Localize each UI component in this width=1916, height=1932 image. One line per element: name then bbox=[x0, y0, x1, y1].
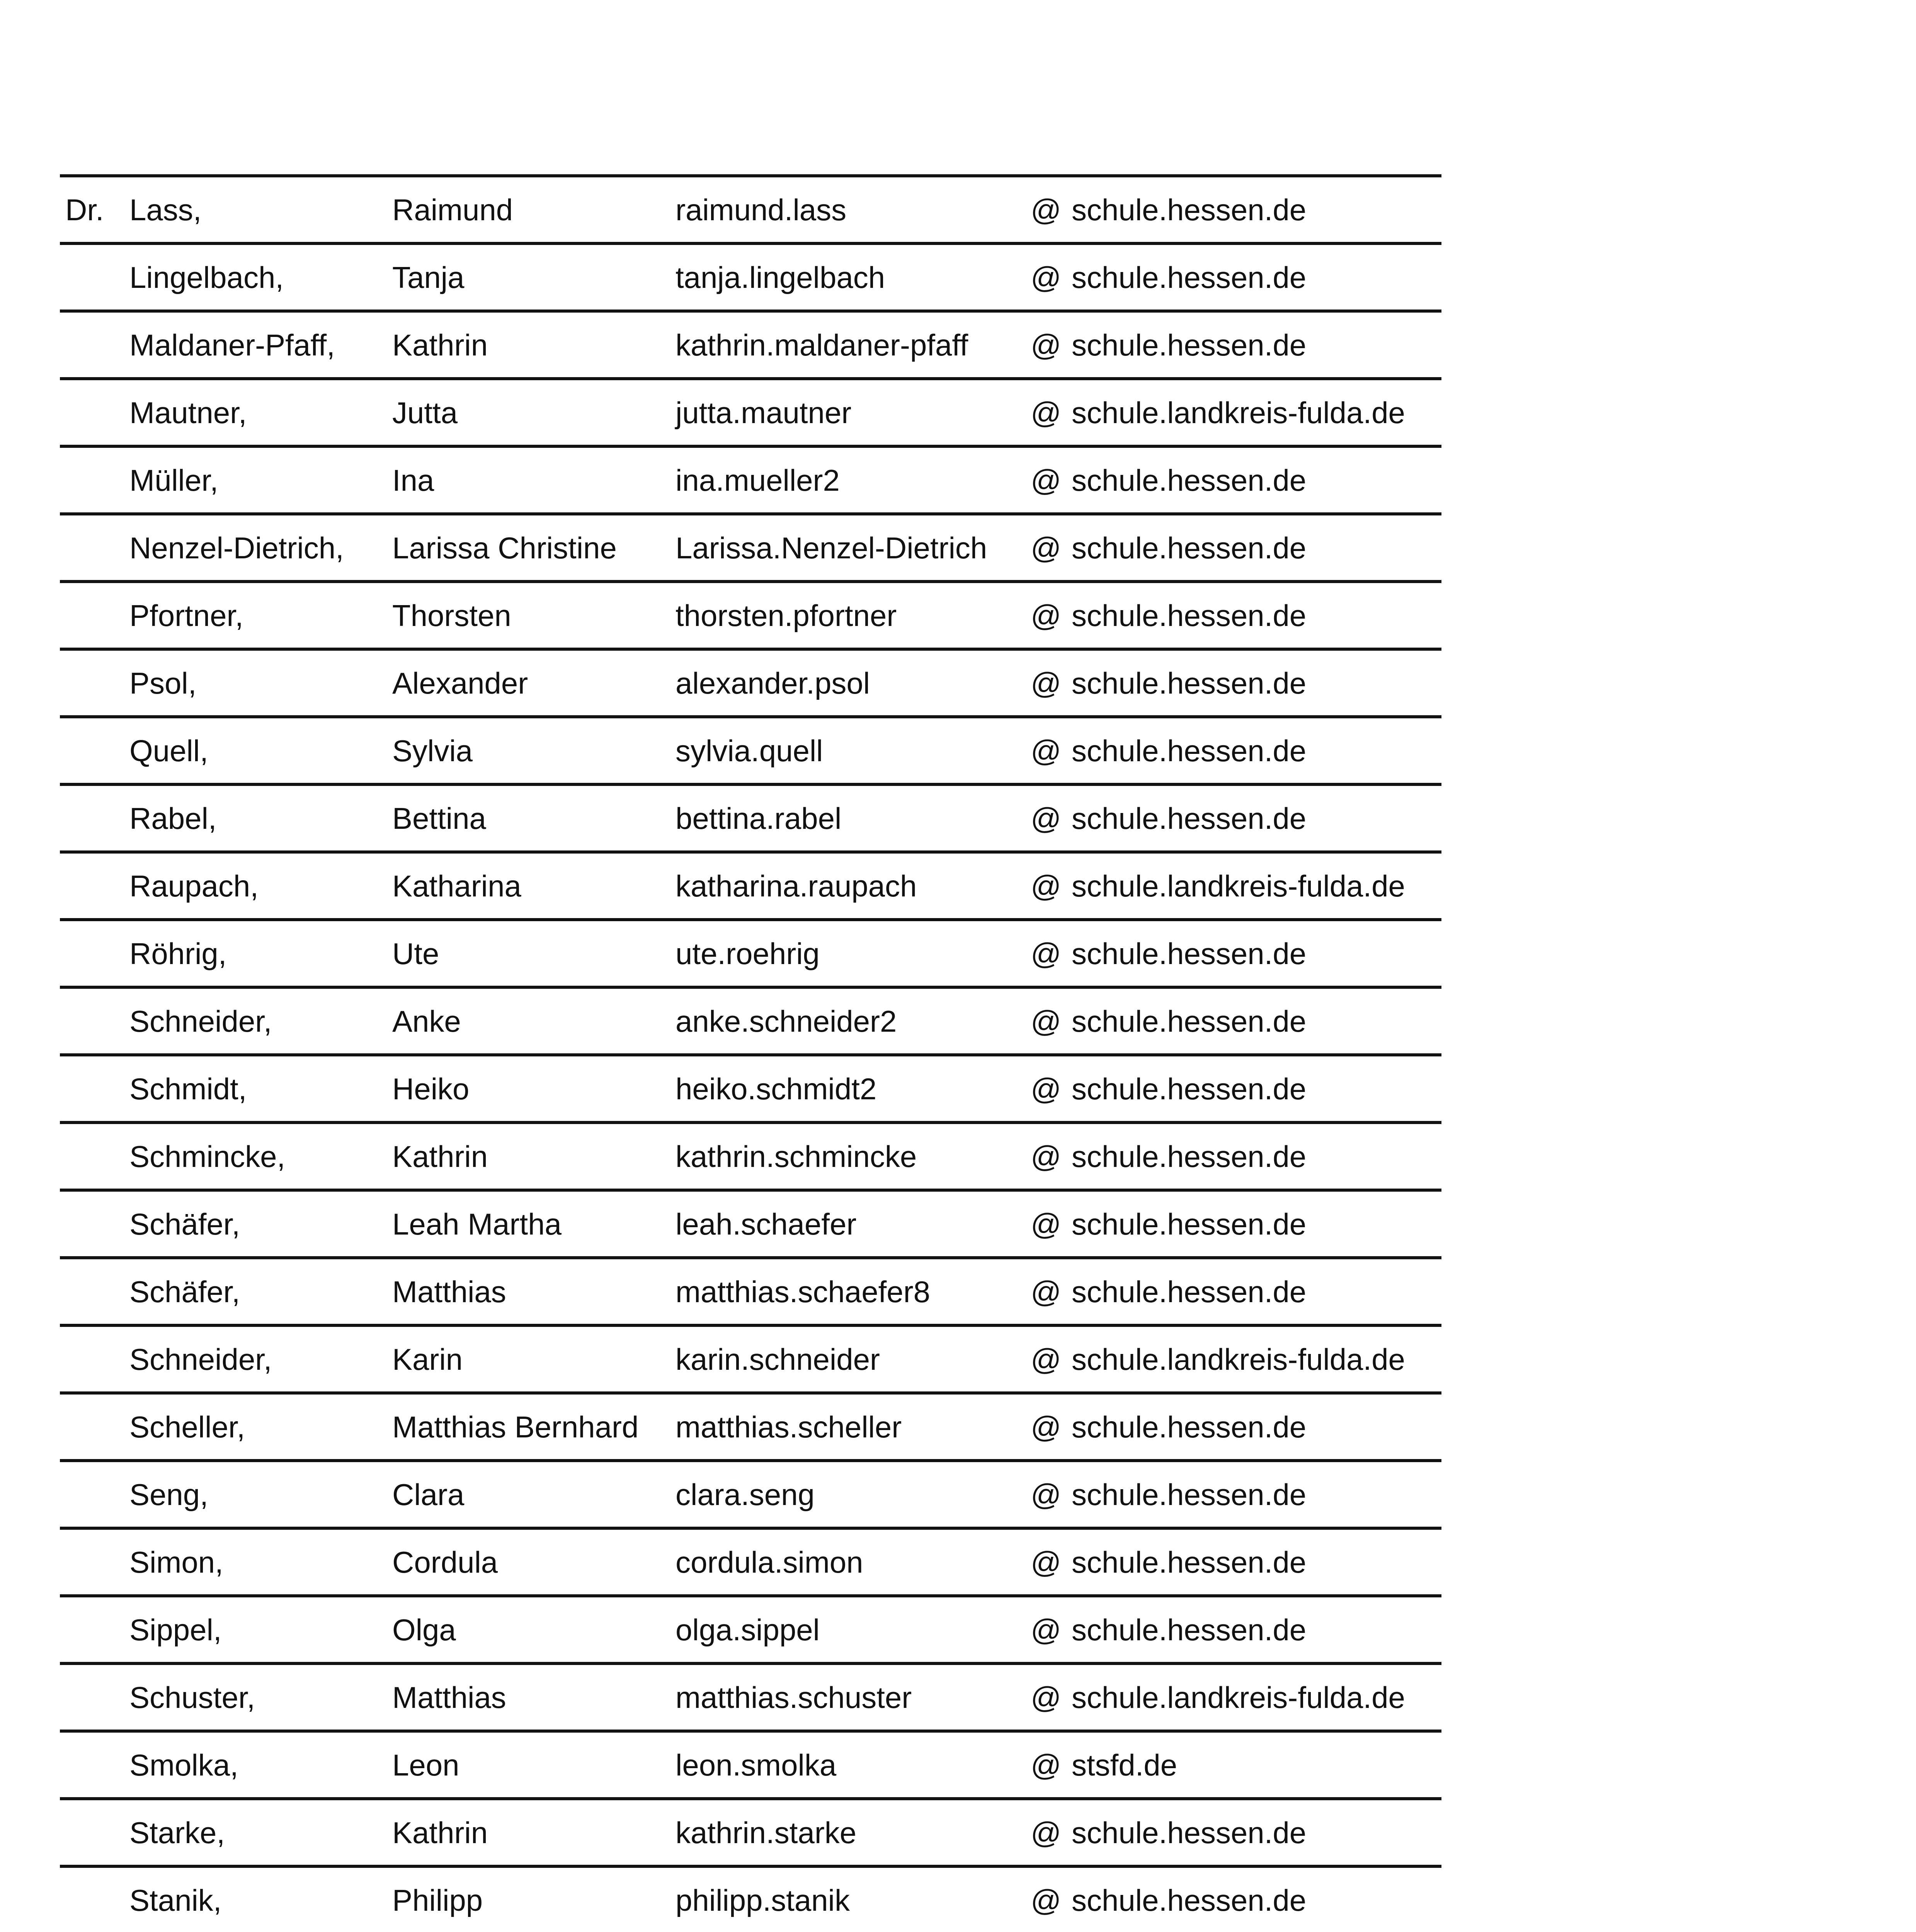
first-name-cell: Matthias bbox=[392, 1663, 676, 1731]
title-cell bbox=[60, 311, 129, 379]
last-name-cell: Maldaner-Pfaff, bbox=[129, 311, 392, 379]
table-row bbox=[60, 379, 1441, 446]
email-user-cell: kathrin.maldaner-pfaff bbox=[676, 311, 1025, 379]
table-row bbox=[60, 1055, 1441, 1122]
at-sign-cell: @ bbox=[1025, 920, 1072, 987]
at-sign-cell: @ bbox=[1025, 514, 1072, 582]
first-name-cell: Clara bbox=[392, 1461, 676, 1528]
title-cell bbox=[60, 1866, 129, 1932]
email-user-cell: jutta.mautner bbox=[676, 379, 1025, 446]
first-name-cell: Bettina bbox=[392, 784, 676, 852]
email-domain-cell: schule.hessen.de bbox=[1072, 582, 1441, 649]
email-user-cell: bettina.rabel bbox=[676, 784, 1025, 852]
at-sign-cell: @ bbox=[1025, 1325, 1072, 1393]
at-sign-cell: @ bbox=[1025, 987, 1072, 1055]
last-name-cell: Psol, bbox=[129, 649, 392, 717]
email-domain-cell: schule.hessen.de bbox=[1072, 1190, 1441, 1258]
at-sign-cell: @ bbox=[1025, 1461, 1072, 1528]
last-name-cell: Schmidt, bbox=[129, 1055, 392, 1122]
email-domain-cell: schule.landkreis-fulda.de bbox=[1072, 1663, 1441, 1731]
at-sign-cell: @ bbox=[1025, 852, 1072, 920]
title-cell bbox=[60, 1663, 129, 1731]
title-cell bbox=[60, 920, 129, 987]
at-sign-cell: @ bbox=[1025, 1596, 1072, 1663]
last-name-cell: Röhrig, bbox=[129, 920, 392, 987]
title-cell bbox=[60, 649, 129, 717]
title-cell bbox=[60, 1122, 129, 1190]
email-user-cell: clara.seng bbox=[676, 1461, 1025, 1528]
at-sign-cell: @ bbox=[1025, 243, 1072, 311]
email-domain-cell: schule.hessen.de bbox=[1072, 987, 1441, 1055]
title-cell bbox=[60, 717, 129, 784]
email-user-cell: matthias.schuster bbox=[676, 1663, 1025, 1731]
at-sign-cell: @ bbox=[1025, 176, 1072, 243]
email-domain-cell: schule.hessen.de bbox=[1072, 1393, 1441, 1461]
table-row bbox=[60, 1393, 1441, 1461]
at-sign-cell: @ bbox=[1025, 379, 1072, 446]
table-row bbox=[60, 1528, 1441, 1596]
email-domain-cell: schule.hessen.de bbox=[1072, 1122, 1441, 1190]
email-user-cell: cordula.simon bbox=[676, 1528, 1025, 1596]
first-name-cell: Matthias bbox=[392, 1258, 676, 1325]
table-row bbox=[60, 243, 1441, 311]
last-name-cell: Quell, bbox=[129, 717, 392, 784]
last-name-cell: Müller, bbox=[129, 446, 392, 514]
first-name-cell: Ina bbox=[392, 446, 676, 514]
table-row bbox=[60, 1325, 1441, 1393]
first-name-cell: Raimund bbox=[392, 176, 676, 243]
first-name-cell: Cordula bbox=[392, 1528, 676, 1596]
staff-email-table bbox=[60, 174, 1441, 1932]
email-domain-cell: schule.hessen.de bbox=[1072, 1866, 1441, 1932]
last-name-cell: Schuster, bbox=[129, 1663, 392, 1731]
email-domain-cell: schule.hessen.de bbox=[1072, 514, 1441, 582]
at-sign-cell: @ bbox=[1025, 1258, 1072, 1325]
last-name-cell: Seng, bbox=[129, 1461, 392, 1528]
email-domain-cell: schule.hessen.de bbox=[1072, 446, 1441, 514]
title-cell bbox=[60, 446, 129, 514]
email-user-cell: olga.sippel bbox=[676, 1596, 1025, 1663]
title-cell bbox=[60, 1190, 129, 1258]
at-sign-cell: @ bbox=[1025, 1663, 1072, 1731]
at-sign-cell: @ bbox=[1025, 784, 1072, 852]
email-domain-cell: schule.hessen.de bbox=[1072, 243, 1441, 311]
title-cell bbox=[60, 1799, 129, 1866]
last-name-cell: Starke, bbox=[129, 1799, 392, 1866]
last-name-cell: Smolka, bbox=[129, 1731, 392, 1799]
table-row bbox=[60, 1122, 1441, 1190]
table-row bbox=[60, 1731, 1441, 1799]
first-name-cell: Thorsten bbox=[392, 582, 676, 649]
table-row bbox=[60, 176, 1441, 243]
email-user-cell: matthias.schaefer8 bbox=[676, 1258, 1025, 1325]
last-name-cell: Schäfer, bbox=[129, 1190, 392, 1258]
last-name-cell: Schäfer, bbox=[129, 1258, 392, 1325]
last-name-cell: Raupach, bbox=[129, 852, 392, 920]
email-domain-cell: schule.hessen.de bbox=[1072, 1258, 1441, 1325]
first-name-cell: Ute bbox=[392, 920, 676, 987]
email-domain-cell: schule.hessen.de bbox=[1072, 920, 1441, 987]
first-name-cell: Philipp bbox=[392, 1866, 676, 1932]
email-domain-cell: schule.hessen.de bbox=[1072, 176, 1441, 243]
first-name-cell: Jutta bbox=[392, 379, 676, 446]
email-user-cell: katharina.raupach bbox=[676, 852, 1025, 920]
last-name-cell: Nenzel-Dietrich, bbox=[129, 514, 392, 582]
first-name-cell: Alexander bbox=[392, 649, 676, 717]
first-name-cell: Anke bbox=[392, 987, 676, 1055]
last-name-cell: Mautner, bbox=[129, 379, 392, 446]
table-row bbox=[60, 514, 1441, 582]
first-name-cell: Leah Martha bbox=[392, 1190, 676, 1258]
email-domain-cell: schule.hessen.de bbox=[1072, 1055, 1441, 1122]
at-sign-cell: @ bbox=[1025, 311, 1072, 379]
last-name-cell: Lingelbach, bbox=[129, 243, 392, 311]
first-name-cell: Olga bbox=[392, 1596, 676, 1663]
at-sign-cell: @ bbox=[1025, 717, 1072, 784]
last-name-cell: Sippel, bbox=[129, 1596, 392, 1663]
at-sign-cell: @ bbox=[1025, 1393, 1072, 1461]
table-row bbox=[60, 649, 1441, 717]
last-name-cell: Stanik, bbox=[129, 1866, 392, 1932]
email-domain-cell: schule.landkreis-fulda.de bbox=[1072, 379, 1441, 446]
last-name-cell: Lass, bbox=[129, 176, 392, 243]
email-user-cell: anke.schneider2 bbox=[676, 987, 1025, 1055]
email-user-cell: ute.roehrig bbox=[676, 920, 1025, 987]
email-domain-cell: schule.hessen.de bbox=[1072, 784, 1441, 852]
title-cell bbox=[60, 582, 129, 649]
table-row bbox=[60, 852, 1441, 920]
table-row bbox=[60, 311, 1441, 379]
table-row bbox=[60, 1461, 1441, 1528]
title-cell bbox=[60, 243, 129, 311]
first-name-cell: Sylvia bbox=[392, 717, 676, 784]
title-cell bbox=[60, 1731, 129, 1799]
title-cell bbox=[60, 379, 129, 446]
table-row bbox=[60, 987, 1441, 1055]
first-name-cell: Kathrin bbox=[392, 1122, 676, 1190]
first-name-cell: Heiko bbox=[392, 1055, 676, 1122]
title-cell bbox=[60, 784, 129, 852]
table-row bbox=[60, 920, 1441, 987]
table-row bbox=[60, 717, 1441, 784]
first-name-cell: Katharina bbox=[392, 852, 676, 920]
staff-email-table-body bbox=[60, 176, 1441, 1932]
first-name-cell: Larissa Christine bbox=[392, 514, 676, 582]
email-user-cell: matthias.scheller bbox=[676, 1393, 1025, 1461]
at-sign-cell: @ bbox=[1025, 446, 1072, 514]
title-cell bbox=[60, 1325, 129, 1393]
title-cell bbox=[60, 1528, 129, 1596]
at-sign-cell: @ bbox=[1025, 1122, 1072, 1190]
email-user-cell: leah.schaefer bbox=[676, 1190, 1025, 1258]
table-row bbox=[60, 1799, 1441, 1866]
email-user-cell: karin.schneider bbox=[676, 1325, 1025, 1393]
email-user-cell: leon.smolka bbox=[676, 1731, 1025, 1799]
email-user-cell: philipp.stanik bbox=[676, 1866, 1025, 1932]
at-sign-cell: @ bbox=[1025, 649, 1072, 717]
at-sign-cell: @ bbox=[1025, 582, 1072, 649]
email-user-cell: raimund.lass bbox=[676, 176, 1025, 243]
title-cell bbox=[60, 1393, 129, 1461]
title-cell bbox=[60, 1258, 129, 1325]
first-name-cell: Matthias Bernhard bbox=[392, 1393, 676, 1461]
first-name-cell: Karin bbox=[392, 1325, 676, 1393]
email-domain-cell: schule.hessen.de bbox=[1072, 1799, 1441, 1866]
email-user-cell: ina.mueller2 bbox=[676, 446, 1025, 514]
email-domain-cell: schule.hessen.de bbox=[1072, 311, 1441, 379]
title-cell bbox=[60, 514, 129, 582]
title-cell bbox=[60, 852, 129, 920]
table-row bbox=[60, 582, 1441, 649]
email-user-cell: thorsten.pfortner bbox=[676, 582, 1025, 649]
at-sign-cell: @ bbox=[1025, 1866, 1072, 1932]
email-user-cell: tanja.lingelbach bbox=[676, 243, 1025, 311]
last-name-cell: Rabel, bbox=[129, 784, 392, 852]
table-row bbox=[60, 1663, 1441, 1731]
last-name-cell: Pfortner, bbox=[129, 582, 392, 649]
table-row bbox=[60, 784, 1441, 852]
title-cell bbox=[60, 1461, 129, 1528]
title-cell: Dr. bbox=[60, 176, 129, 243]
at-sign-cell: @ bbox=[1025, 1528, 1072, 1596]
table-row bbox=[60, 1190, 1441, 1258]
table-row bbox=[60, 1866, 1441, 1932]
email-user-cell: sylvia.quell bbox=[676, 717, 1025, 784]
at-sign-cell: @ bbox=[1025, 1799, 1072, 1866]
first-name-cell: Kathrin bbox=[392, 311, 676, 379]
email-domain-cell: schule.hessen.de bbox=[1072, 1528, 1441, 1596]
email-user-cell: kathrin.starke bbox=[676, 1799, 1025, 1866]
email-domain-cell: schule.hessen.de bbox=[1072, 1461, 1441, 1528]
first-name-cell: Kathrin bbox=[392, 1799, 676, 1866]
email-domain-cell: stsfd.de bbox=[1072, 1731, 1441, 1799]
email-user-cell: Larissa.Nenzel-Dietrich bbox=[676, 514, 1025, 582]
at-sign-cell: @ bbox=[1025, 1731, 1072, 1799]
last-name-cell: Schmincke, bbox=[129, 1122, 392, 1190]
last-name-cell: Scheller, bbox=[129, 1393, 392, 1461]
at-sign-cell: @ bbox=[1025, 1055, 1072, 1122]
email-domain-cell: schule.hessen.de bbox=[1072, 717, 1441, 784]
at-sign-cell: @ bbox=[1025, 1190, 1072, 1258]
email-domain-cell: schule.landkreis-fulda.de bbox=[1072, 852, 1441, 920]
email-domain-cell: schule.landkreis-fulda.de bbox=[1072, 1325, 1441, 1393]
email-user-cell: heiko.schmidt2 bbox=[676, 1055, 1025, 1122]
last-name-cell: Schneider, bbox=[129, 1325, 392, 1393]
table-row bbox=[60, 1596, 1441, 1663]
title-cell bbox=[60, 1055, 129, 1122]
last-name-cell: Schneider, bbox=[129, 987, 392, 1055]
email-domain-cell: schule.hessen.de bbox=[1072, 649, 1441, 717]
title-cell bbox=[60, 987, 129, 1055]
last-name-cell: Simon, bbox=[129, 1528, 392, 1596]
email-user-cell: kathrin.schmincke bbox=[676, 1122, 1025, 1190]
table-row bbox=[60, 1258, 1441, 1325]
email-domain-cell: schule.hessen.de bbox=[1072, 1596, 1441, 1663]
title-cell bbox=[60, 1596, 129, 1663]
first-name-cell: Tanja bbox=[392, 243, 676, 311]
email-user-cell: alexander.psol bbox=[676, 649, 1025, 717]
first-name-cell: Leon bbox=[392, 1731, 676, 1799]
table-row bbox=[60, 446, 1441, 514]
